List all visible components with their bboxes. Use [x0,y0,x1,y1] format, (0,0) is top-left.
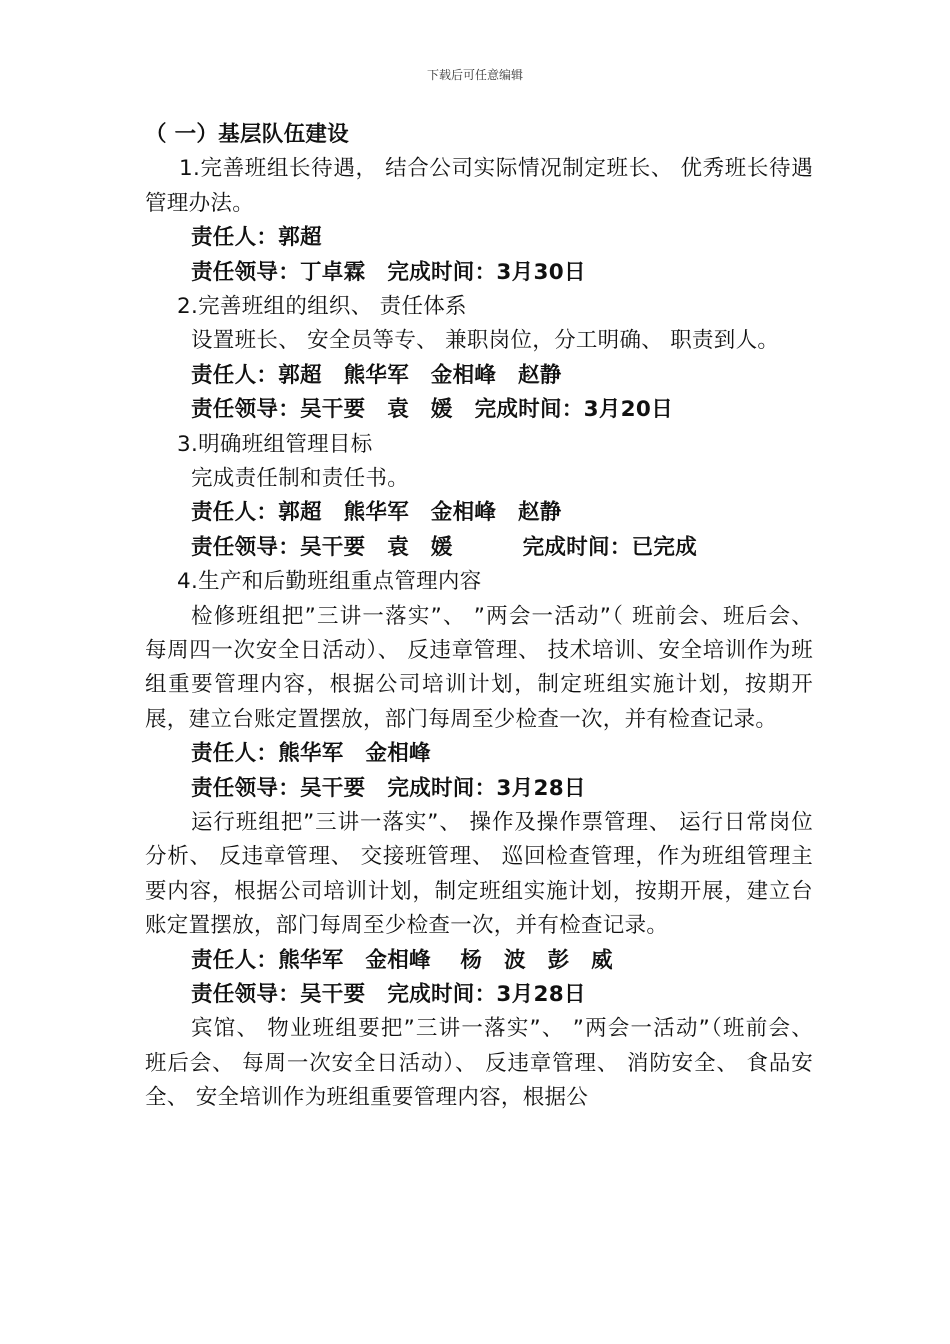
item-4-para2-deadline: 完成时间：3月28日 [387,981,586,1007]
item-4-heading: 4.生产和后勤班组重点管理内容 [177,569,482,595]
item-2-desc: 设置班长、 安全员等专、 兼职岗位，分工明确、 职责到人。 [191,328,780,354]
item-1-leader: 责任领导：丁卓霖 [191,259,366,285]
item-3-leader-row [145,531,813,565]
section-title: （ 一）基层队伍建设 [145,122,349,147]
page-header-note: 下载后可任意编辑 [426,68,523,82]
item-1-responsible: 责任人：郭超 [191,225,322,251]
item-3-leader: 责任领导：吴干要 袁 媛 [191,534,453,560]
item-4-para2: 运行班组把”三讲一落实”、 操作及操作票管理、 运行日常岗位分析、 反违章管理、 交接班管理、 巡回检查管理，作为班组管理主要内容，根据公司培训计划，制定班组实施计划，按期开展，建立台账定置摆放，部门每周至少检查一次，并有检查记录。 [145,809,813,939]
item-2-heading: 2.完善班组的组织、 责任体系 [177,293,467,319]
item-3-desc: 完成责任制和责任书。 [191,465,410,491]
item-4-para1-leader: 责任领导：吴干要 [191,775,366,801]
item-2-leader: 责任领导：吴干要 袁 媛 [191,397,453,423]
item-4-para1-deadline: 完成时间：3月28日 [387,775,586,801]
item-4-para2-leader-row [145,978,813,1012]
item-4-para1-leader-row [145,772,813,806]
item-3-heading: 3.明确班组管理目标 [177,431,373,457]
item-1-leader-row [145,256,813,290]
item-4-para1: 检修班组把”三讲一落实”、 ”两会一活动”（ 班前会、班后会、 每周四一次安全日活动）、 反违章管理、 技术培训、安全培训作为班组重要管理内容，根据公司培训计划，制定班组实施计划，按期开展，建立台账定置摆放，部门每周至少检查一次，并有检查记录。 [145,603,813,732]
item-4-para3: 宾馆、 物业班组要把”三讲一落实”、 ”两会一活动”（班前会、 班后会、 每周一次安全日活动）、 反违章管理、 消防安全、 食品安全、 安全培训作为班组重要管理内容，根据公 [145,1016,813,1111]
item-4-para2-leader: 责任领导：吴干要 [191,981,366,1007]
item-4-para1-responsible: 责任人：熊华军 金相峰 [191,741,431,767]
item-3-responsible: 责任人：郭超 熊华军 金相峰 赵静 [191,500,562,526]
item-1-deadline: 完成时间：3月30日 [387,259,586,285]
item-2-deadline: 完成时间：3月20日 [474,397,673,423]
item-2-responsible: 责任人：郭超 熊华军 金相峰 赵静 [191,362,562,388]
document-body [145,118,813,1116]
item-1-heading: 1.完善班组长待遇， 结合公司实际情况制定班长、 优秀班长待遇管理办法。 [145,156,813,216]
item-3-deadline: 完成时间：已完成 [522,534,698,560]
item-4-para2-responsible: 责任人：熊华军 金相峰 杨 波 彭 威 [191,947,613,973]
item-2-leader-row [145,393,813,427]
